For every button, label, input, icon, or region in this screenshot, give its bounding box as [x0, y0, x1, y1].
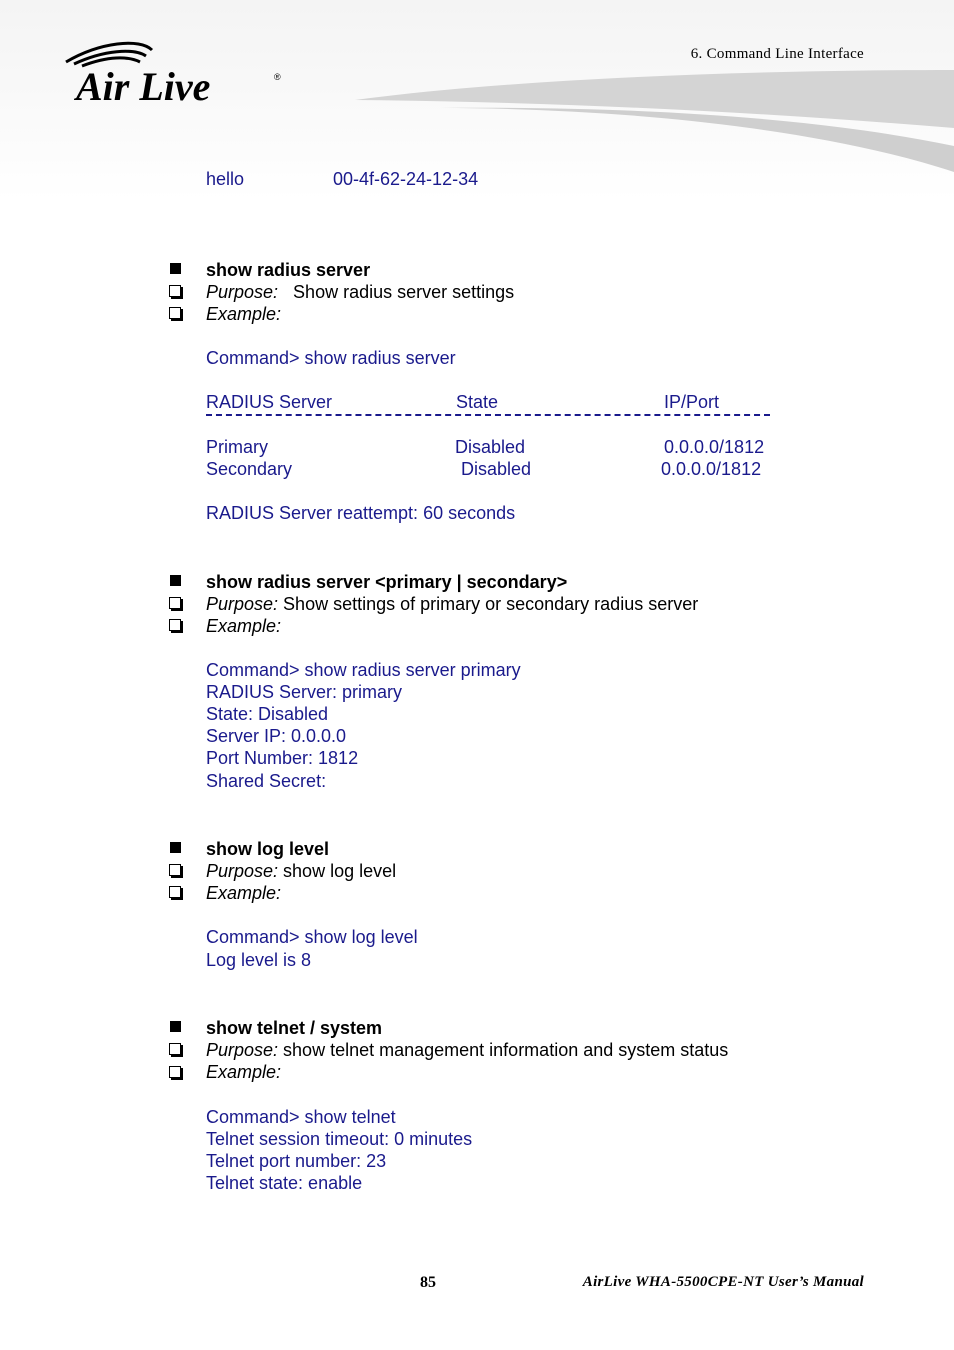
table-header-ipport: IP/Port	[664, 392, 720, 412]
purpose-text: show telnet management information and system status	[278, 1040, 729, 1060]
checkbox-bullet-icon	[169, 307, 181, 319]
example-label: Example:	[206, 1062, 282, 1082]
example-label: Example:	[206, 883, 282, 903]
intro-mac: 00-4f-62-24-12-34	[333, 169, 479, 189]
purpose-text: Show radius server settings	[278, 282, 515, 302]
output-line: Command> show telnet	[206, 1107, 396, 1127]
purpose-label: Purpose:	[206, 282, 279, 302]
output-line: Server IP: 0.0.0.0	[206, 726, 347, 746]
table-cell: 0.0.0.0/1812	[661, 459, 762, 479]
svg-text:Air Live: Air Live	[76, 64, 211, 106]
output-line: State: Disabled	[206, 704, 329, 724]
reattempt-note: RADIUS Server reattempt: 60 seconds	[206, 503, 516, 523]
table-cell: 0.0.0.0/1812	[664, 437, 765, 457]
logo-arcs-icon	[60, 40, 290, 106]
section-bullet-icon	[170, 263, 181, 274]
output-line: Command> show radius server primary	[206, 660, 521, 680]
airlive-logo	[60, 40, 290, 111]
example-label: Example:	[206, 616, 282, 636]
section-title: show radius server <primary | secondary>	[206, 572, 568, 592]
purpose-label: Purpose:	[206, 861, 279, 881]
intro-name: hello	[206, 169, 245, 189]
table-header-server: RADIUS Server	[206, 392, 333, 412]
section-bullet-icon	[170, 575, 181, 586]
table-cell: Disabled	[461, 459, 532, 479]
output-line: Command> show log level	[206, 927, 418, 947]
checkbox-bullet-icon	[169, 619, 181, 631]
purpose-label: Purpose:	[206, 594, 279, 614]
output-line: Log level is 8	[206, 950, 312, 970]
checkbox-bullet-icon	[169, 1043, 181, 1055]
checkbox-bullet-icon	[169, 1066, 181, 1078]
purpose-text: Show settings of primary or secondary radius server	[278, 594, 699, 614]
section-title: show radius server	[206, 260, 371, 280]
command-line: Command> show radius server	[206, 348, 456, 368]
chapter-title: 6. Command Line Interface	[690, 46, 864, 62]
purpose-line	[206, 281, 514, 303]
checkbox-bullet-icon	[169, 886, 181, 898]
svg-text:®: ®	[274, 72, 281, 82]
example-label: Example:	[206, 304, 282, 324]
purpose-line	[206, 860, 396, 882]
table-header-state: State	[456, 392, 499, 412]
output-line: Telnet session timeout: 0 minutes	[206, 1129, 473, 1149]
table-cell: Primary	[206, 437, 268, 457]
output-line: RADIUS Server: primary	[206, 682, 403, 702]
section-bullet-icon	[170, 842, 181, 853]
checkbox-bullet-icon	[169, 285, 181, 297]
table-cell: Secondary	[206, 459, 293, 479]
manual-title: AirLive WHA-5500CPE-NT User’s Manual	[582, 1274, 864, 1290]
purpose-text: show log level	[278, 861, 397, 881]
purpose-line	[206, 1039, 728, 1061]
output-line: Shared Secret:	[206, 771, 327, 791]
section-title: show telnet / system	[206, 1018, 383, 1038]
page-number: 85	[420, 1274, 436, 1291]
section-title: show log level	[206, 839, 330, 859]
purpose-label: Purpose:	[206, 1040, 279, 1060]
output-line: Telnet port number: 23	[206, 1151, 387, 1171]
checkbox-bullet-icon	[169, 597, 181, 609]
table-cell: Disabled	[455, 437, 526, 457]
output-line: Port Number: 1812	[206, 748, 359, 768]
section-bullet-icon	[170, 1021, 181, 1032]
checkbox-bullet-icon	[169, 864, 181, 876]
output-line: Telnet state: enable	[206, 1173, 363, 1193]
table-divider	[206, 414, 770, 416]
purpose-line	[206, 593, 698, 615]
